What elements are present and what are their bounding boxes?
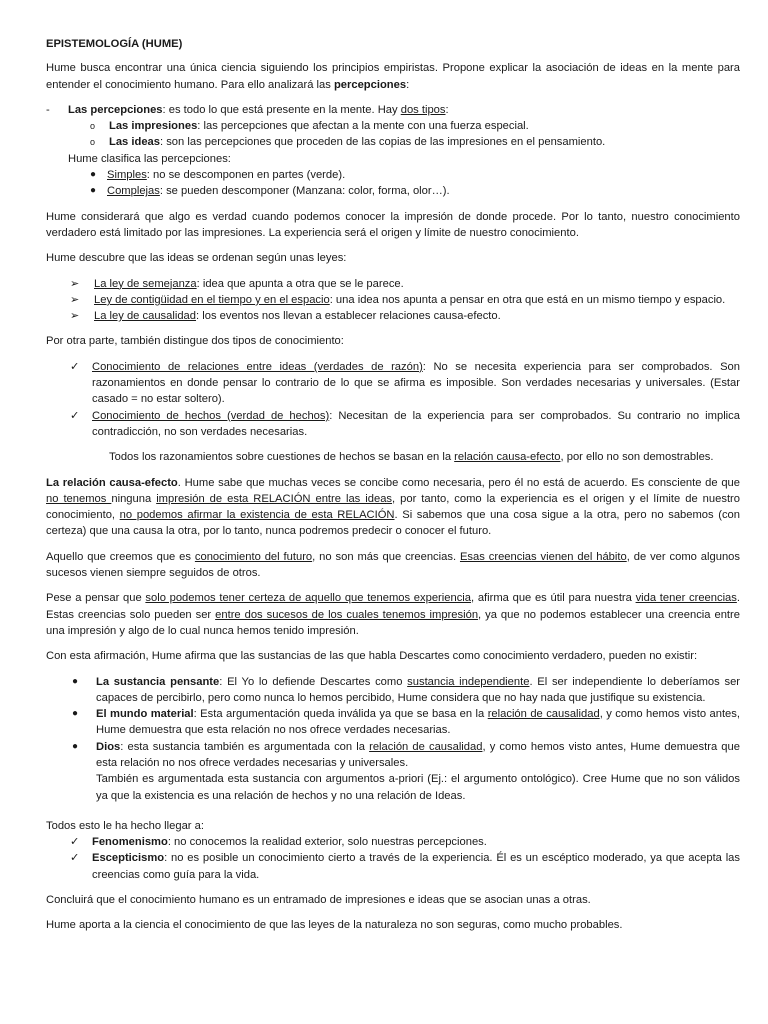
dot-bullet-icon: ●: [72, 675, 79, 687]
arrow-bullet-icon: ➢: [70, 277, 80, 290]
arrow-bullet-icon: ➢: [70, 310, 80, 323]
final-paragraph-1: Concluirá que el conocimiento humano es un entramado de impresiones e ideas que se asocian unas a otras.: [46, 894, 591, 907]
law-item-contiguidad: ➢ Ley de contigüidad en el tiempo y en el espacio: una idea nos apunta a pensar en otra que está en un mismo tiempo y espacio.: [70, 292, 740, 308]
classify-text: Hume clasifica las percepciones:: [68, 152, 231, 165]
final-paragraph-2: Hume aporta a la ciencia el conocimiento de que las leyes de la naturaleza no son seguras, como mucho probables.: [46, 919, 623, 932]
circle-bullet-icon: o: [90, 121, 96, 132]
checkmark-icon: ✓: [70, 409, 80, 422]
substance-item-pensante: ● La sustancia pensante: El Yo lo defiende Descartes como sustancia independiente. El ser independiente lo deberíamos ser capaces de percibirlo, pero como nunca lo hemos percibido, Hume considera que no hay nada que justifique su existencia.: [72, 675, 741, 704]
list-item-complejas: ● Complejas: se pueden descomponer (Manzana: color, forma, olor…).: [90, 183, 740, 199]
dash-bullet-icon: -: [46, 103, 50, 116]
circle-bullet-icon: o: [90, 137, 96, 148]
dot-bullet-icon: ●: [72, 708, 79, 720]
knowledge-intro: Por otra parte, también distingue dos tipos de conocimiento:: [46, 335, 344, 348]
checkmark-icon: ✓: [70, 836, 80, 849]
law-item-semejanza: ➢ La ley de semejanza: idea que apunta a otra que se le parece.: [70, 276, 740, 292]
conclusion-item-escepticismo: ✓ Escepticismo: no es posible un conocimiento cierto a través de la experiencia. Él es un escéptico moderado, ya que acepta las creencias como guía para la vida.: [70, 852, 740, 881]
experience-paragraph: Pese a pensar que solo podemos tener certeza de aquello que tenemos experiencia, afirma que es útil para nuestra vida tener creencias. Estas creencias solo pueden ser entre dos sucesos de los cuales tenemos impresión, ya que no podemos establecer una creencia entre una impresión y algo de lo cual nunca hemos tenido impresión.: [46, 592, 740, 637]
dios-extra-text: También es argumentada esta sustancia con argumentos a-priori (Ej.: el argumento ontológico). Cree Hume que no son válidos ya que la existencia es una relación de hechos y no una relación de Ideas.: [96, 773, 740, 802]
conclusion-item-fenomenismo: ✓ Fenomenismo: no conocemos la realidad exterior, solo nuestras percepciones.: [70, 834, 740, 850]
knowledge-item-hechos: ✓ Conocimiento de hechos (verdad de hechos): Necesitan de la experiencia para ser comprobados. Su contrario no implica contradicción, no son verdades necesarias.: [70, 409, 740, 438]
dot-bullet-icon: ●: [72, 740, 79, 752]
facts-note: Todos los razonamientos sobre cuestiones de hechos se basan en la relación causa-efecto, por ello no son demostrables.: [109, 451, 714, 464]
percepciones-item: - Las percepciones: es todo lo que está presente en la mente. Hay dos tipos:: [46, 102, 740, 118]
knowledge-item-ideas: ✓ Conocimiento de relaciones entre ideas (verdades de razón): No se necesita experiencia para ser comprobados. Son razonamientos en donde pensar lo contrario de lo que se afirma es imposible. Son verdades necesarias y universales. (Estar casado = no estar soltero).: [70, 360, 740, 406]
law-item-causalidad: ➢ La ley de causalidad: los eventos nos llevan a establecer relaciones causa-efecto.: [70, 308, 740, 324]
dot-bullet-icon: ●: [90, 185, 97, 197]
document-title: EPISTEMOLOGÍA (HUME): [46, 38, 183, 50]
list-item-ideas: o Las ideas: son las percepciones que proceden de las copias de las impresiones en el pensamiento.: [90, 134, 740, 150]
list-item-impresiones: o Las impresiones: las percepciones que afectan a la mente con una fuerza especial.: [90, 118, 740, 134]
checkmark-icon: ✓: [70, 852, 80, 865]
causa-efecto-paragraph: La relación causa-efecto. Hume sabe que muchas veces se concibe como necesaria, pero él no está de acuerdo. Es consciente de que no tenemos ninguna impresión de esta RELACIÓN entre las ideas, por tanto, como la experiencia es el origen y el límite de nuestro conocimiento, no podemos afirmar la existencia de esta RELACIÓN. Si sabemos que una cosa sigue a la otra, pero no sabemos (con certeza) que una causa la otra, por lo tanto, nunca podremos predecir o conocer el futuro.: [46, 476, 741, 538]
truth-paragraph: Hume considerará que algo es verdad cuando podemos conocer la impresión de donde procede. Por lo tanto, nuestro conocimiento verdadero está limitado por las impresiones. La experiencia será el origen y límite de nuestro conocimiento.: [46, 210, 740, 239]
arrow-bullet-icon: ➢: [70, 293, 80, 306]
intro-paragraph: Hume busca encontrar una única ciencia siguiendo los principios empiristas. Propone explicar la asociación de ideas en la mente para entender el conocimiento humano. Para ello analizará las percepciones:: [46, 62, 740, 91]
substances-intro: Con esta afirmación, Hume afirma que las sustancias de las que habla Descartes como conocimiento verdadero, pueden no existir:: [46, 650, 698, 663]
list-item-simples: ● Simples: no se descomponen en partes (verde).: [90, 167, 740, 183]
future-paragraph: Aquello que creemos que es conocimiento del futuro, no son más que creencias. Esas creencias vienen del hábito, de ver como algunos sucesos vienen siempre seguidos de otros.: [46, 550, 740, 580]
substance-item-material: ● El mundo material: Esta argumentación queda inválida ya que se basa en la relación de causalidad, y como hemos visto antes, Hume demuestra que esta relación no nos ofrece verdades necesarias.: [72, 708, 740, 737]
checkmark-icon: ✓: [70, 360, 80, 373]
dot-bullet-icon: ●: [90, 169, 97, 181]
conclusions-intro: Todos esto le ha hecho llegar a:: [46, 819, 204, 832]
substance-item-dios: ● Dios: esta sustancia también es argumentada con la relación de causalidad, y como hemos visto antes, Hume demuestra que esta relación no nos ofrece verdades necesarias y universales. También es argumentada esta sustancia con argumentos a-priori (Ej.: el argumento ontológico). Cree Hume que no son válidos ya que la existencia es una relación de hechos y no una relación de Ideas.: [70, 739, 740, 804]
laws-intro: Hume descubre que las ideas se ordenan según unas leyes:: [46, 252, 347, 265]
percepciones-label: Las percepciones: [68, 103, 163, 116]
